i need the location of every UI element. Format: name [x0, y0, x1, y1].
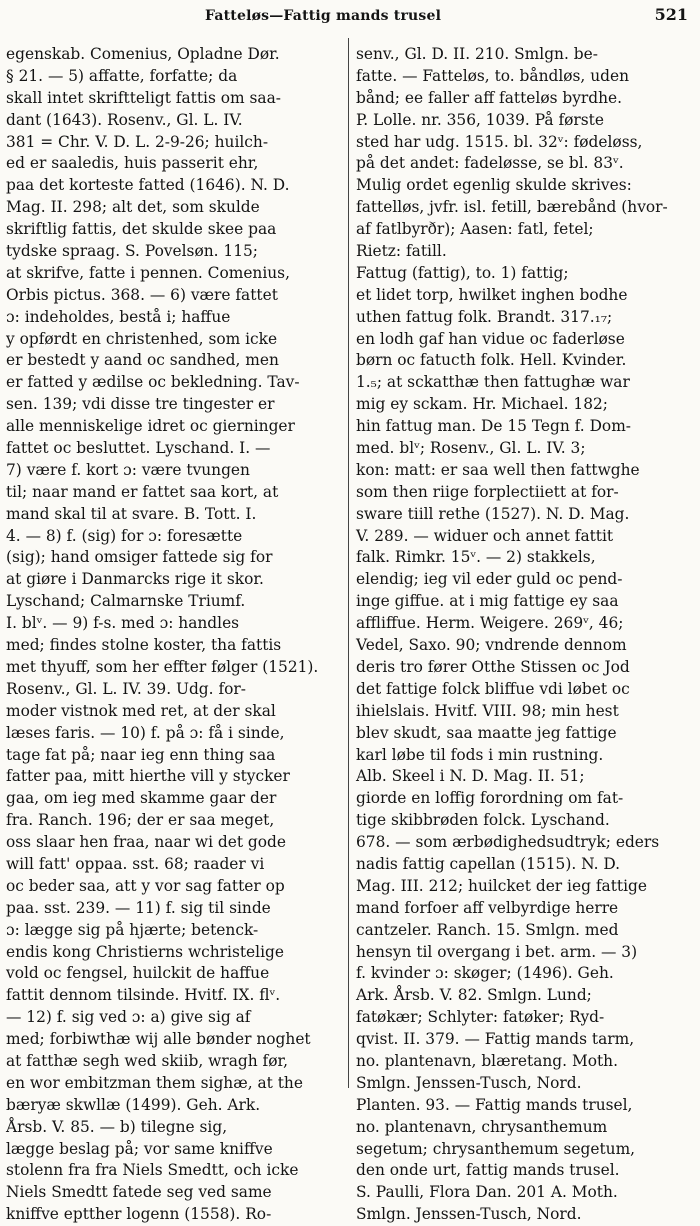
text-line: inge giffue. at i mig fattige ey saa [356, 592, 619, 611]
text-line: hin fattug man. De 15 Tegn f. Dom- [356, 417, 631, 436]
text-line: oss slaar hen fraa, naar wi det gode [6, 833, 287, 852]
text-line: vold oc fengsel, huilckit de haffue [6, 964, 270, 983]
text-line: mand forfoer aff velbyrdige herre [356, 898, 619, 917]
text-line: falk. Rimkr. 15ᵛ. — 2) stakkels, [356, 548, 596, 567]
text-line: cantzeler. Ranch. 15. Smlgn. med [356, 920, 619, 939]
text-line: at giøre i Danmarcks rige it skor. [6, 570, 264, 589]
text-line: med; forbiwthæ wij alle bønder noghet [6, 1030, 311, 1049]
text-line: sted har udg. 1515. bl. 32ᵛ: fødeløss, [356, 132, 643, 151]
text-line: bæryæ skwllæ (1499). Geh. Ark. [6, 1095, 261, 1114]
text-line: senv., Gl. D. II. 210. Smlgn. be- [356, 45, 598, 63]
text-line: den onde urt, fattig mands trusel. [356, 1161, 620, 1180]
text-line: Årsb. V. 85. — b) tilegne sig, [6, 1117, 228, 1136]
text-line: er fatted y ædilse oc bekledning. Tav- [6, 373, 300, 392]
text-line: Lyschand; Calmarnske Triumf. [6, 592, 246, 611]
text-line: Rosenv., Gl. L. IV. 39. Udg. for- [6, 679, 246, 698]
text-line: f. kvinder ɔ: skøger; (1496). Geh. [356, 964, 614, 983]
text-line: qvist. II. 379. — Fattig mands tarm, [356, 1030, 635, 1049]
text-line: dant (1643). Rosenv., Gl. L. IV. [6, 110, 243, 129]
text-line: V. 289. — widuer och annet fattit [356, 526, 614, 545]
text-line: fatter paa, mitt hierthe vill y stycker [6, 767, 290, 786]
text-line: no. plantenavn, chrysanthemum [356, 1117, 608, 1136]
running-head-title: Fatteløs—Fattig mands trusel [205, 8, 442, 24]
text-line: y opførdt en christenhed, som icke [6, 329, 278, 348]
text-line: at fatthæ segh wed skiib, wragh før, [6, 1051, 289, 1070]
left-column [6, 44, 344, 1224]
text-line: affliffue. Herm. Weigere. 269ᵛ, 46; [356, 614, 624, 633]
text-line: fattet oc besluttet. Lyschand. I. — [6, 439, 271, 458]
text-line: paa. sst. 239. — 11) f. sig til sinde [6, 898, 271, 917]
text-line: Orbis pictus. 368. — 6) være fattet [6, 285, 278, 304]
text-line: sware tiill rethe (1527). N. D. Mag. [356, 504, 630, 523]
text-line: will fatt' oppaa. sst. 68; raader vi [6, 854, 265, 873]
text-line: det fattige folck bliffue vdi løbet oc [356, 679, 630, 698]
text-line: er bestedt y aand oc sandhed, men [6, 351, 279, 370]
text-line: oc beder saa, att y vor sag fatter op [6, 876, 285, 895]
text-line: — 12) f. sig ved ɔ: a) give sig af [6, 1008, 251, 1027]
text-line: S. Paulli, Flora Dan. 201 A. Moth. [356, 1183, 618, 1202]
text-line: Vedel, Saxo. 90; vndrende dennom [356, 636, 627, 655]
text-line: hensyn til overgang i bet. arm. — 3) [356, 942, 638, 961]
column-divider [348, 38, 349, 1088]
text-line: af fatlbyrðr); Aasen: fatl, fetel; [356, 220, 594, 239]
text-line: karl løbe til fods i min rustning. [356, 745, 604, 764]
text-line: 4. — 8) f. (sig) for ɔ: foresætte [6, 526, 243, 545]
text-line: endis kong Christierns wchristelige [6, 942, 284, 961]
text-line: fatøkær; Schlyter: fatøker; Ryd- [356, 1008, 605, 1027]
page-number: 521 [654, 5, 688, 24]
text-line: 381 = Chr. V. D. L. 2-9-26; huilch- [6, 132, 269, 151]
text-line: kniffve eptther logenn (1558). Ro- [6, 1205, 272, 1224]
text-line: kon: matt: er saa well then fattwghe [356, 460, 640, 479]
text-line: ɔ: lægge sig på hjærte; betenck- [6, 920, 259, 939]
text-line: ihielslais. Hvitf. VIII. 98; min hest [356, 701, 619, 720]
text-line: skriftlig fattis, det skulde skee paa [6, 220, 277, 239]
text-line: giorde en loffig forordning om fat- [356, 789, 624, 808]
text-line: til; naar mand er fattet saa kort, at [6, 482, 279, 501]
text-line: fatte. — Fatteløs, to. båndløs, uden [356, 66, 629, 85]
text-line: fra. Ranch. 196; der er saa meget, [6, 811, 275, 830]
text-line: Planten. 93. — Fattig mands trusel, [356, 1095, 633, 1114]
text-line: Ark. Årsb. V. 82. Smlgn. Lund; [356, 986, 592, 1005]
text-line: egenskab. Comenius, Opladne Dør. [6, 45, 280, 63]
text-line: § 21. — 5) affatte, forfatte; da [6, 66, 238, 85]
text-line: gaa, om ieg med skamme gaar der [6, 789, 277, 808]
text-line: fattit dennom tilsinde. Hvitf. IX. flᵛ. [6, 986, 281, 1005]
text-line: Niels Smedtt fatede seg ved same [6, 1183, 272, 1202]
text-line: Fattug (fattig), to. 1) fattig; [356, 263, 569, 282]
text-line: elendig; ieg vil eder guld oc pend- [356, 570, 623, 589]
text-line: med; findes stolne koster, tha fattis [6, 636, 282, 655]
text-line: (sig); hand omsiger fattede sig for [6, 548, 273, 567]
text-line: læses faris. — 10) f. på ɔ: få i sinde, [6, 723, 285, 742]
text-line: ed er saaledis, huis passerit ehr, [6, 154, 259, 173]
text-line: Mag. II. 298; alt det, som skulde [6, 198, 260, 217]
text-line: P. Lolle. nr. 356, 1039. På første [356, 110, 604, 129]
text-line: på det andet: fadeløsse, se bl. 83ᵛ. [356, 154, 624, 173]
text-line: alle menniskelige idret oc gierninger [6, 417, 295, 436]
text-line: I. blᵛ. — 9) f-s. med ɔ: handles [6, 614, 240, 633]
text-line: met thyuff, som her effter følger (1521). [6, 657, 319, 676]
text-line: som then riige forplectiiett at for- [356, 482, 619, 501]
text-line: tige skibbrøden folck. Lyschand. [356, 811, 610, 830]
text-line: tage fat på; naar ieg enn thing saa [6, 745, 276, 764]
text-line: Mag. III. 212; huilcket der ieg fattige [356, 876, 647, 895]
running-head [0, 2, 700, 28]
text-line: sen. 139; vdi disse tre tingester er [6, 395, 275, 414]
text-line: Smlgn. Jenssen-Tusch, Nord. [356, 1073, 582, 1092]
text-line: mand skal til at svare. B. Tott. I. [6, 504, 257, 523]
text-line: uthen fattug folk. Brandt. 317.₁₇; [356, 307, 613, 326]
text-line: en lodh gaf han vidue oc faderløse [356, 329, 625, 348]
text-line: deris tro fører Otthe Stissen oc Jod [356, 657, 630, 676]
text-line: at skrifve, fatte i pennen. Comenius, [6, 263, 290, 282]
text-line: mig ey sckam. Hr. Michael. 182; [356, 395, 608, 414]
text-line: Rietz: fatill. [356, 242, 447, 261]
text-line: blev skudt, saa maatte jeg fattige [356, 723, 617, 742]
text-line: segetum; chrysanthemum segetum, [356, 1139, 636, 1158]
text-line: moder vistnok med ret, at der skal [6, 701, 276, 720]
text-line: paa det korteste fatted (1646). N. D. [6, 176, 290, 195]
text-line: Mulig ordet egenlig skulde skrives: [356, 176, 632, 195]
text-line: børn oc fatucth folk. Hell. Kvinder. [356, 351, 627, 370]
text-line: nadis fattig capellan (1515). N. D. [356, 854, 621, 873]
text-line: Smlgn. Jenssen-Tusch, Nord. [356, 1205, 582, 1224]
text-line: fattelløs, jvfr. isl. fetill, bærebånd (hvor- [356, 198, 668, 217]
text-line: tydske spraag. S. Povelsøn. 115; [6, 242, 258, 261]
text-line: et lidet torp, hwilket inghen bodhe [356, 285, 628, 304]
text-line: med. blᵛ; Rosenv., Gl. L. IV. 3; [356, 439, 586, 458]
text-line: Alb. Skeel i N. D. Mag. II. 51; [356, 767, 585, 786]
text-line: lægge beslag på; vor same kniffve [6, 1139, 273, 1158]
text-line: ɔ: indeholdes, bestå i; haffue [6, 307, 231, 326]
text-line: 678. — som ærbødighedsudtryk; eders [356, 833, 660, 852]
text-line: stolenn fra fra Niels Smedtt, och icke [6, 1161, 299, 1180]
text-line: no. plantenavn, blæretang. Moth. [356, 1051, 618, 1070]
text-line: 7) være f. kort ɔ: være tvungen [6, 460, 250, 479]
right-column [356, 44, 694, 1224]
text-line: bånd; ee faller aff fatteløs byrdhe. [356, 88, 623, 107]
text-line: 1.₅; at sckatthæ then fattughæ war [356, 373, 630, 392]
text-line: en wor embitzman them sighæ, at the [6, 1073, 303, 1092]
text-line: skall intet skriftteligt fattis om saa- [6, 88, 281, 107]
